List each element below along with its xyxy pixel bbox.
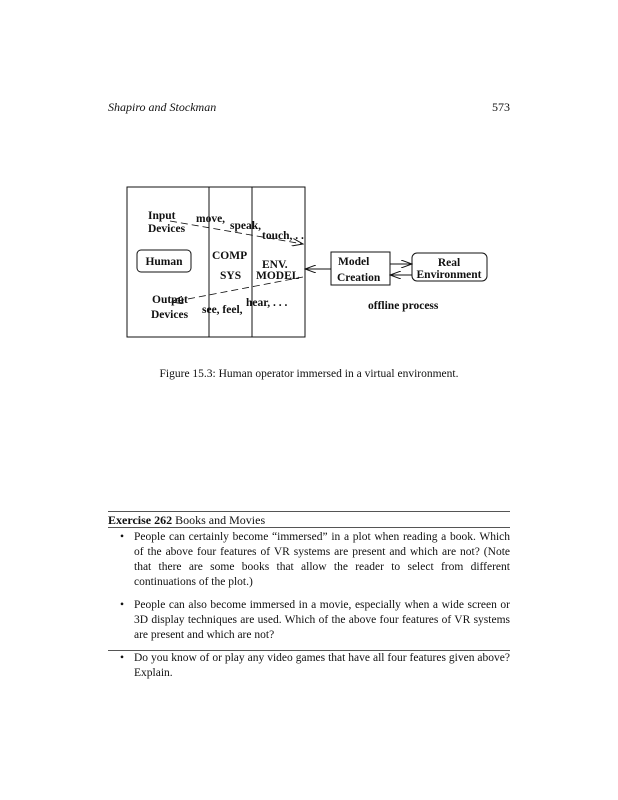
- touch-label: touch, . .: [262, 230, 304, 242]
- exercise-number: Exercise 262: [108, 513, 173, 527]
- output-devices-label-1: Output: [152, 294, 188, 306]
- exercise-bullet: • Do you know of or play any video games that have all four features given above? Explain.: [120, 652, 510, 679]
- model-label: MODEL: [256, 270, 300, 282]
- comp-label: COMP: [212, 250, 248, 262]
- figure-caption: Figure 15.3: Human operator immersed in a virtual environment.: [159, 368, 459, 380]
- exercise-title-rule: [108, 527, 510, 528]
- exercise-bullet: • People can also become immersed in a movie, especially when a wide screen or 3D display techniques are used. Which of the above four features of VR systems are present and which are not?: [120, 599, 510, 641]
- real-environment-label-2: Environment: [416, 269, 482, 281]
- model-creation-label-1: Model: [338, 256, 370, 268]
- exercise-bullet-text: People can certainly become “immersed” in a plot when reading a book. Which of the above four features of VR systems are present and which are not? (Note that there are some books that allow the reader to select from different continuations of the plot.): [134, 531, 510, 588]
- exercise-title: Books and Movies: [175, 513, 266, 527]
- input-devices-label-1: Input: [148, 210, 176, 222]
- env-label: ENV.: [262, 259, 288, 271]
- move-label: move,: [196, 213, 226, 225]
- exercise-bullet-text: Do you know of or play any video games that have all four features given above? Explain.: [134, 652, 510, 679]
- output-devices-label-2: Devices: [151, 309, 189, 321]
- speak-label: speak,: [230, 220, 261, 232]
- hear-label: hear, . . .: [246, 297, 288, 309]
- input-devices-label-2: Devices: [148, 223, 186, 235]
- running-head-authors: Shapiro and Stockman: [108, 100, 217, 114]
- exercise-top-rule: [108, 511, 510, 512]
- exercise-bullet-text: People can also become immersed in a movie, especially when a wide screen or 3D display techniques are used. Which of the above four features of VR systems are present and which are not?: [134, 599, 510, 641]
- see-feel-label: see, feel,: [202, 304, 243, 316]
- human-label: Human: [145, 256, 183, 268]
- vr-diagram: [0, 0, 618, 360]
- exercise-bullet-list: [112, 530, 510, 689]
- exercise-bullet: • People can certainly become “immersed” in a plot when reading a book. Which of the above four features of VR systems are present and which are not? (Note that there are some books that allow the reader to select from different continuations of the plot.): [120, 531, 510, 588]
- model-creation-label-2: Creation: [337, 272, 381, 284]
- offline-process-label: offline process: [368, 300, 439, 312]
- page-number: 573: [492, 100, 510, 114]
- exercise-bottom-rule: [108, 650, 510, 651]
- exercise-heading: [108, 513, 265, 528]
- real-environment-label-1: Real: [437, 257, 461, 269]
- sys-label: SYS: [220, 270, 242, 282]
